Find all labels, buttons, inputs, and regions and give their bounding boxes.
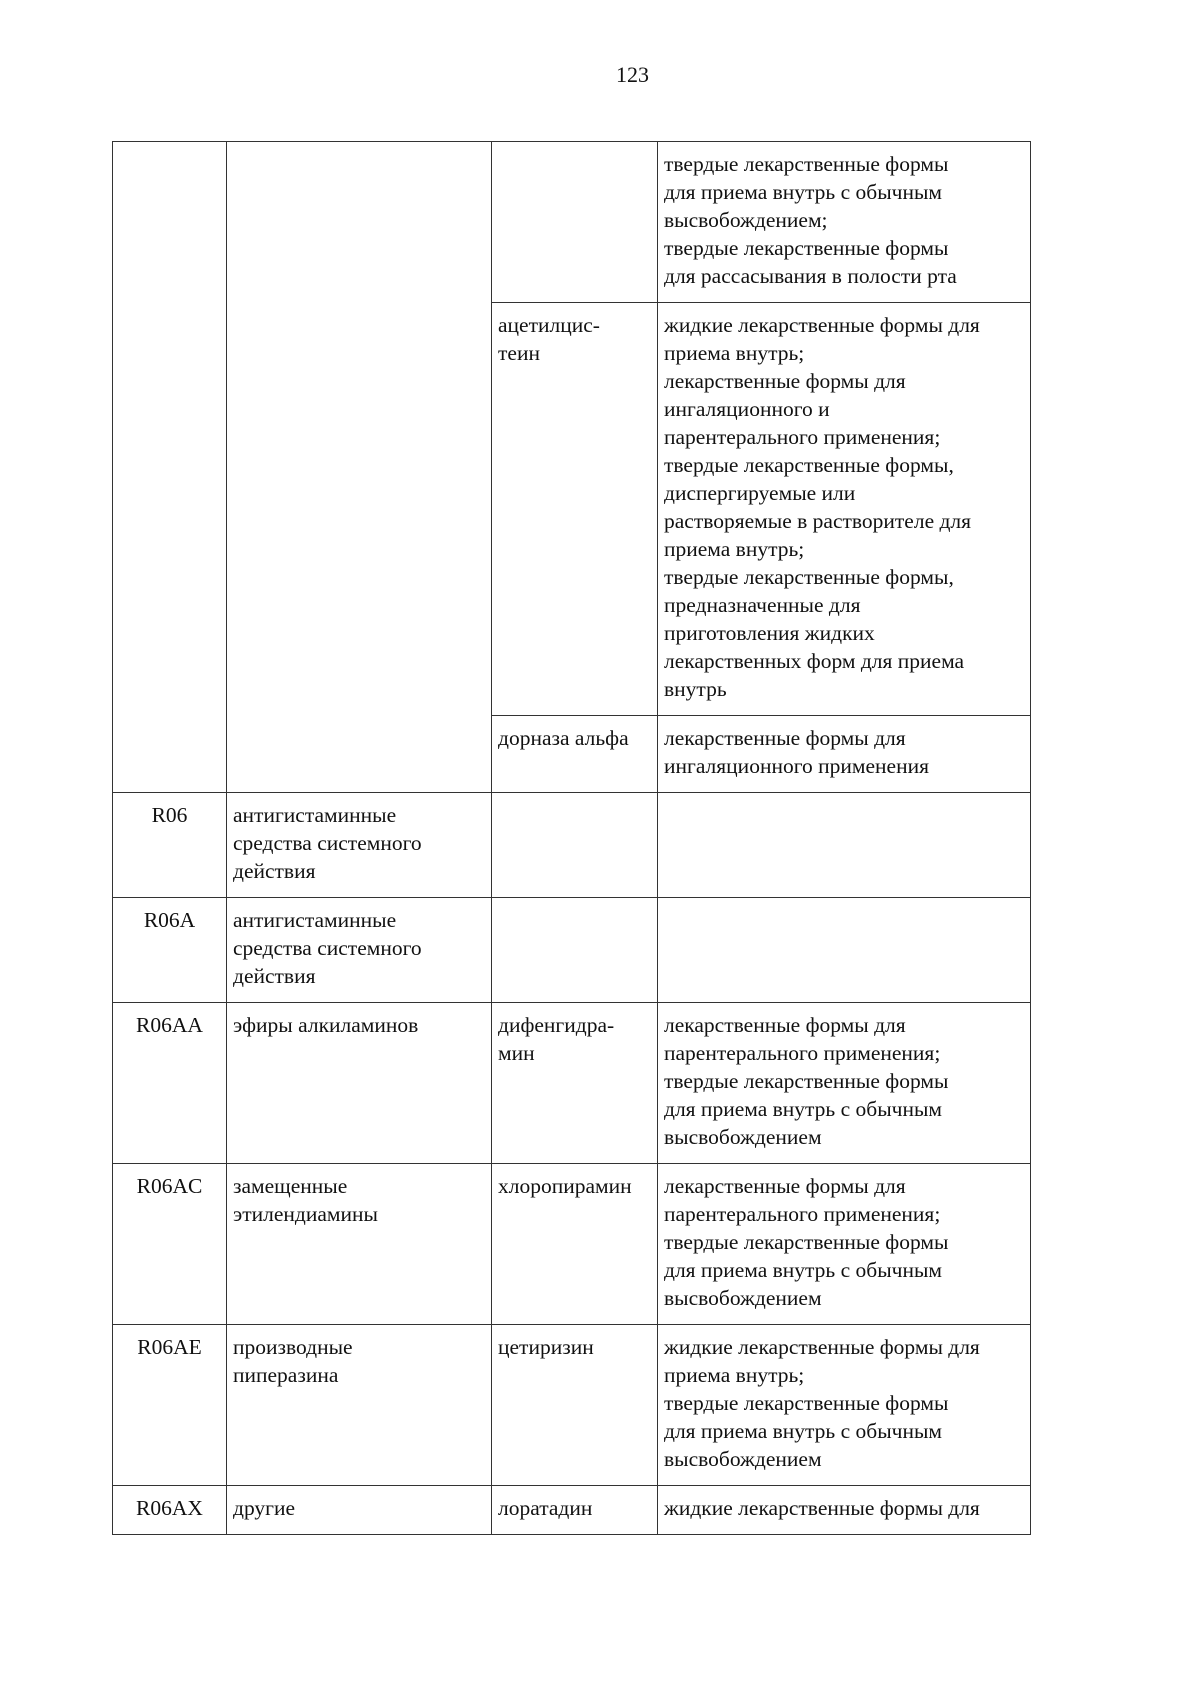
atc-code-cell — [113, 142, 227, 793]
group-name-cell: антигистаминные средства системного действия — [227, 793, 492, 898]
table-row — [113, 142, 1031, 303]
dosage-form-cell — [658, 793, 1031, 898]
drug-name-cell: дифенгидра- мин — [492, 1003, 658, 1164]
dosage-form-cell: жидкие лекарственные формы для приема внутрь; твердые лекарственные формы для приема внутрь с обычным высвобождением — [658, 1325, 1031, 1486]
atc-code-cell: R06AX — [113, 1486, 227, 1535]
atc-code-cell: R06A — [113, 898, 227, 1003]
group-name-cell — [227, 142, 492, 793]
drug-name-cell — [492, 898, 658, 1003]
dosage-form-cell — [658, 898, 1031, 1003]
drug-name-cell: хлоропирамин — [492, 1164, 658, 1325]
drug-name-cell — [492, 142, 658, 303]
atc-code-cell: R06AC — [113, 1164, 227, 1325]
table-row — [113, 793, 1031, 898]
group-name-cell: другие — [227, 1486, 492, 1535]
drug-name-cell: цетиризин — [492, 1325, 658, 1486]
drug-name-cell: ацетилцис- теин — [492, 303, 658, 716]
page-number: 123 — [616, 62, 649, 87]
table-row — [113, 1325, 1031, 1486]
dosage-form-cell: лекарственные формы для парентерального применения; твердые лекарственные формы для приема внутрь с обычным высвобождением — [658, 1164, 1031, 1325]
atc-code-cell: R06 — [113, 793, 227, 898]
table-row — [113, 1164, 1031, 1325]
atc-code-cell: R06AE — [113, 1325, 227, 1486]
drug-name-cell — [492, 793, 658, 898]
table-row — [113, 1486, 1031, 1535]
dosage-form-cell: лекарственные формы для ингаляционного применения — [658, 716, 1031, 793]
group-name-cell: эфиры алкиламинов — [227, 1003, 492, 1164]
table-row — [113, 1003, 1031, 1164]
drug-table — [112, 141, 1031, 1535]
group-name-cell: замещенные этилендиамины — [227, 1164, 492, 1325]
dosage-form-cell: твердые лекарственные формы для приема внутрь с обычным высвобождением; твердые лекарственные формы для рассасывания в полости рта — [658, 142, 1031, 303]
dosage-form-cell: лекарственные формы для парентерального применения; твердые лекарственные формы для приема внутрь с обычным высвобождением — [658, 1003, 1031, 1164]
drug-name-cell: дорназа альфа — [492, 716, 658, 793]
group-name-cell: производные пиперазина — [227, 1325, 492, 1486]
atc-code-cell: R06AA — [113, 1003, 227, 1164]
dosage-form-cell: жидкие лекарственные формы для — [658, 1486, 1031, 1535]
drug-name-cell: лоратадин — [492, 1486, 658, 1535]
group-name-cell: антигистаминные средства системного действия — [227, 898, 492, 1003]
dosage-form-cell: жидкие лекарственные формы для приема внутрь; лекарственные формы для ингаляционного и парентерального применения; твердые лекарственные формы, диспергируемые или растворяемые в растворителе для приема внутрь; твердые лекарственные формы, предназначенные для приготовления жидких лекарственных форм для приема внутрь — [658, 303, 1031, 716]
table-row — [113, 898, 1031, 1003]
